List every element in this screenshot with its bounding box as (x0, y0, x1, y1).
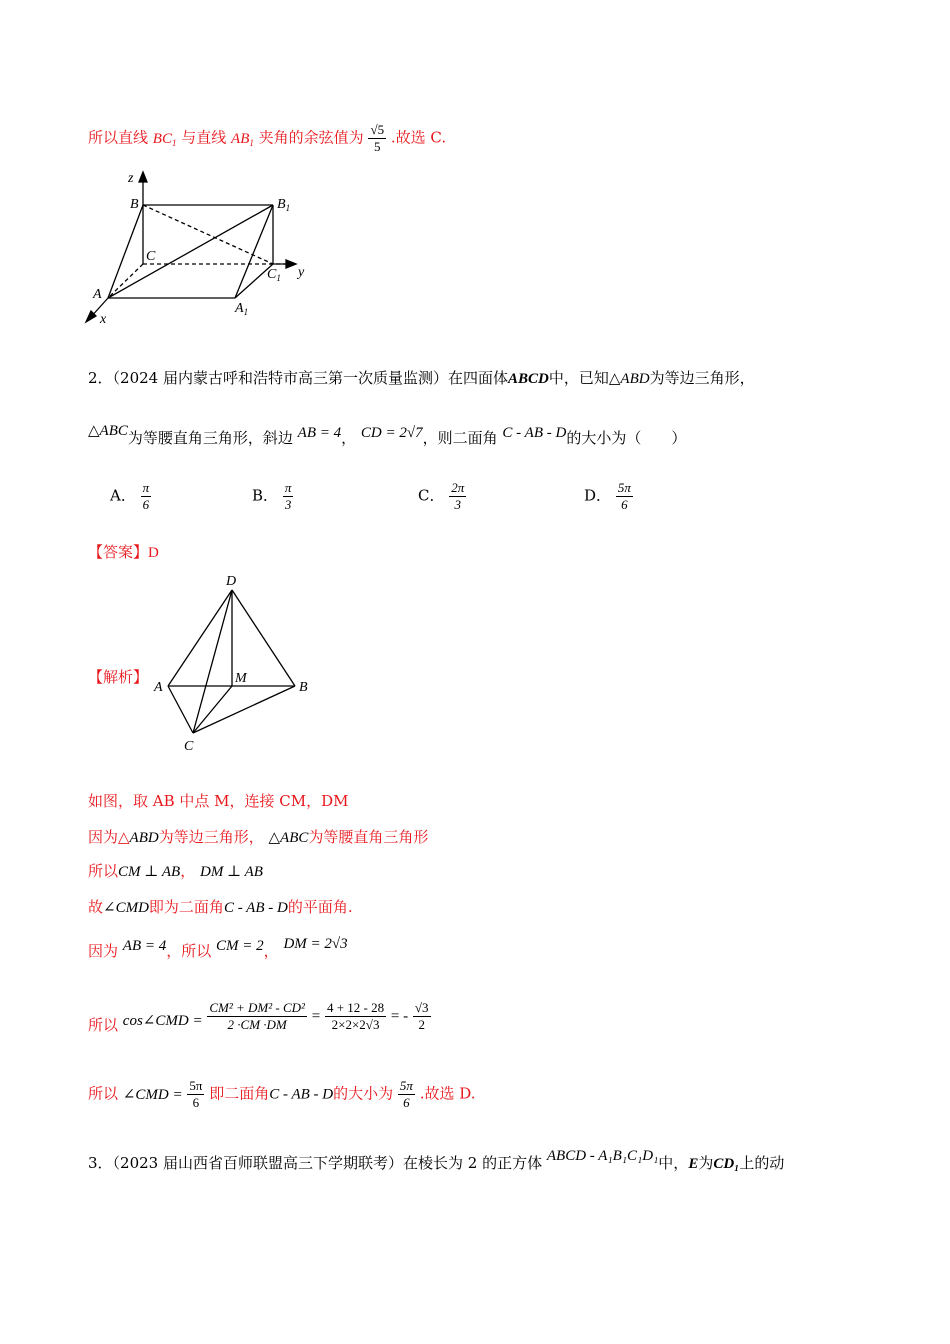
question-number: 2． (88, 369, 113, 387)
frac-num: √3 (414, 1000, 429, 1015)
math-dm-perp: DM ⊥ AB (199, 864, 263, 880)
fraction-cos-law (207, 1000, 307, 1033)
figure-prism (80, 168, 320, 328)
text-segment: ， (180, 862, 196, 880)
text-segment: 上的动 (739, 1154, 785, 1172)
solution-step-2 (88, 826, 428, 847)
text-segment: 因为△ (88, 828, 130, 846)
label-c: C (146, 249, 156, 264)
math-cd-eq: CD = 2√7 (360, 425, 423, 441)
label-b: B (299, 680, 308, 695)
math-tri-abc: △ABC (268, 830, 309, 846)
math-eq: = (311, 1008, 321, 1025)
solution-step-7 (88, 1078, 476, 1111)
math-abd: ABD (620, 371, 650, 387)
label-text: A (235, 301, 244, 316)
edge-b-a (108, 205, 143, 298)
label-b1 (277, 197, 290, 213)
math-angle: ∠CMD = (122, 1086, 183, 1103)
text-segment: 为等边三角形， (158, 828, 264, 846)
fraction-5pi-6 (187, 1078, 204, 1111)
math-tri-abc: △ABC (88, 423, 128, 439)
text-segment: 为等腰直角三角形 (308, 828, 429, 846)
option-fraction (449, 480, 466, 513)
label-sub: 1 (276, 273, 281, 283)
text-segment: .故选 D. (419, 1084, 476, 1103)
label-d: D (226, 574, 237, 589)
text-segment: 的大小为 (333, 1084, 394, 1103)
math-cube: ABCD - A₁B₁C₁D₁ (546, 1148, 659, 1164)
label-a: A (93, 287, 102, 302)
frac-num: CM² + DM² - CD² (209, 1000, 305, 1015)
text-segment: 为 (698, 1154, 714, 1172)
analysis-label: 【解析】 (88, 668, 149, 686)
math-abd: ABD (129, 830, 159, 846)
frac-den: 6 (403, 1095, 410, 1110)
option-d[interactable] (584, 480, 633, 513)
text-segment: 的大小为（ ） (566, 429, 687, 447)
math-dihedral: C - AB - D (269, 1086, 334, 1103)
math-dihedral: C - AB - D (502, 425, 567, 441)
text-segment: 中， (658, 1154, 689, 1172)
option-label: D． (584, 486, 612, 505)
frac-num: 5π (617, 480, 631, 495)
text-segment: 的平面角. (287, 898, 353, 916)
label-sub: 1 (285, 203, 291, 213)
question-source: （2024 届内蒙古呼和浩特市高三第一次质量监测） (112, 369, 448, 387)
frac-den: 3 (454, 497, 462, 512)
option-label: C． (418, 486, 445, 505)
question-3-line1 (88, 1148, 785, 1173)
answer-tag: 【答案】 (88, 543, 149, 561)
frac-num: √5 (370, 122, 385, 137)
fraction-sqrt5-over-5 (368, 122, 386, 155)
edge-b1-a1 (235, 205, 273, 298)
step-text: 如图，取 AB 中点 M，连接 CM，DM (88, 792, 349, 810)
text-segment: 所以 (88, 1016, 119, 1034)
solution-step-3 (88, 860, 263, 881)
text-segment: 与直线 (181, 128, 227, 147)
label-text: C (267, 267, 277, 282)
math-cm-perp: CM ⊥ AB (118, 864, 181, 880)
math-abcd: ABCD (508, 371, 549, 387)
option-fraction (616, 480, 633, 513)
math-cd1: CD₁ (713, 1156, 740, 1172)
fraction-numeric (325, 1000, 386, 1033)
question-2-line1 (88, 367, 755, 388)
frac-num: 5π (189, 1078, 203, 1093)
answer-line (88, 541, 159, 562)
edge-d-a (168, 590, 232, 686)
math-dihedral: C - AB - D (223, 900, 288, 916)
y-arrow (286, 260, 296, 268)
frac-num: π (142, 480, 150, 495)
math-bc1 (153, 131, 177, 147)
edge-d-c (193, 590, 232, 733)
math-text: AB (231, 130, 250, 147)
text-segment: 所以 (88, 1084, 119, 1103)
fraction-5pi-6 (398, 1078, 415, 1111)
z-arrow (139, 172, 147, 182)
edge-b-c (193, 686, 295, 733)
text-segment: ， (263, 942, 279, 960)
fraction-result (413, 1000, 431, 1033)
frac-den: 2 (418, 1017, 425, 1032)
label-sub: 1 (243, 307, 249, 317)
text-segment: ，所以 (166, 942, 212, 960)
option-b[interactable] (252, 480, 293, 513)
text-segment: 为等边三角形， (649, 369, 755, 387)
diagonal-a-b1 (108, 205, 273, 298)
label-b: B (130, 197, 139, 212)
question-number: 3． (88, 1154, 113, 1172)
figure-tetrahedron (150, 568, 320, 758)
frac-den: 5 (374, 139, 381, 154)
option-label: A． (110, 486, 136, 505)
frac-den: 6 (621, 497, 628, 512)
text-segment: .故选 C. (390, 128, 447, 147)
option-fraction (283, 480, 294, 513)
text-segment: 在棱长为 2 的正方体 (403, 1154, 543, 1172)
math-ab1 (231, 131, 254, 147)
text-segment: 所以直线 (88, 128, 149, 147)
solution-step-6 (88, 1000, 431, 1040)
prev-conclusion (88, 122, 446, 155)
frac-num: π (284, 480, 292, 495)
frac-num: 4 + 12 - 28 (326, 1000, 385, 1015)
math-ab-eq: AB = 4 (122, 938, 167, 954)
question-2-line2 (88, 423, 687, 448)
math-ab-eq: AB = 4 (297, 425, 342, 441)
text-segment: 为等腰直角三角形，斜边 (127, 429, 293, 447)
math-text: BC (152, 130, 172, 147)
frac-num: 5π (399, 1078, 413, 1093)
text-segment: 夹角的余弦值为 (258, 128, 364, 147)
math-sub: 1 (249, 137, 254, 148)
text-segment: 即为二面角 (148, 898, 224, 916)
label-a: A (154, 680, 163, 695)
answer-value: D (148, 545, 159, 561)
text-segment: 所以 (88, 862, 119, 880)
label-x: x (100, 312, 107, 327)
math-cos: cos∠CMD = (122, 1012, 203, 1029)
text-segment: 在四面体 (448, 369, 509, 387)
frac-den: 2 ·CM ·DM (227, 1017, 287, 1032)
frac-num: 2π (451, 480, 465, 495)
math-eq: = - (390, 1008, 409, 1025)
diagonal-b-c1 (143, 205, 273, 264)
option-a[interactable] (110, 480, 151, 513)
math-angle-value (122, 1078, 205, 1110)
math-e: E (688, 1156, 699, 1172)
math-cm-eq: CM = 2 (216, 938, 264, 954)
option-c[interactable] (418, 480, 466, 513)
text-segment: ， (341, 429, 357, 447)
text-segment: ，则二面角 (422, 429, 498, 447)
math-angle-cmd: ∠CMD (103, 900, 149, 916)
solution-step-4 (88, 896, 353, 917)
text-segment: 故 (88, 898, 104, 916)
option-label: B． (252, 486, 279, 505)
frac-den: 6 (142, 497, 150, 512)
label-a1 (234, 301, 248, 317)
text-segment: 中，已知△ (548, 369, 621, 387)
text-segment: 因为 (88, 942, 119, 960)
label-m: M (235, 671, 247, 686)
solution-step-5 (88, 936, 348, 961)
label-c: C (184, 739, 194, 754)
frac-den: 2×2×2√3 (331, 1017, 380, 1032)
edge-a-c (168, 686, 193, 733)
label-z: z (128, 171, 134, 186)
frac-den: 6 (192, 1095, 200, 1110)
label-y: y (298, 265, 305, 280)
math-sub: 1 (171, 137, 177, 148)
analysis-tag (88, 666, 148, 687)
option-fraction (141, 480, 152, 513)
frac-den: 3 (284, 497, 292, 512)
label-text: B (277, 197, 286, 212)
math-dm-eq: DM = 2√3 (283, 936, 348, 952)
label-c1 (267, 267, 281, 283)
text-segment: 即二面角 (209, 1084, 270, 1103)
cos-formula (123, 1000, 431, 1033)
question-source: （2023 届山西省百师联盟高三下学期联考） (112, 1154, 403, 1172)
solution-step-1 (88, 790, 349, 811)
